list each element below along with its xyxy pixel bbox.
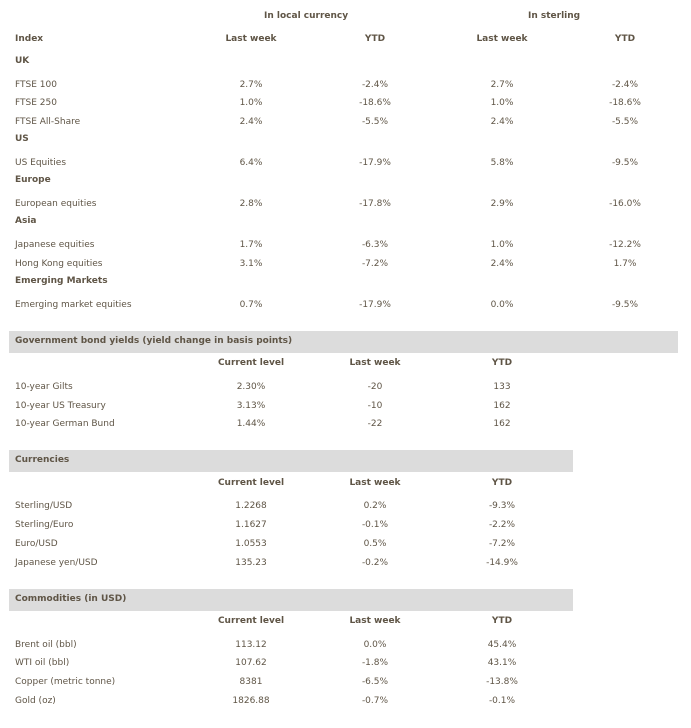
cell-local-ytd: -17.9% xyxy=(359,300,391,310)
row-label: Japanese equities xyxy=(15,240,95,250)
cell-local-ytd: -6.3% xyxy=(361,240,389,250)
cell-sterling-last-week: 2.4% xyxy=(490,117,514,127)
cell-current: 1.0553 xyxy=(235,539,267,549)
cell-ytd: 162 xyxy=(493,419,511,429)
cell-last-week: -0.2% xyxy=(361,558,389,568)
col-header-ytd: YTD xyxy=(491,478,513,488)
section-header-asia: Asia xyxy=(15,216,37,226)
cell-current: 1.2268 xyxy=(235,501,267,511)
cell-current: 113.12 xyxy=(235,640,267,650)
cell-local-last-week: 3.1% xyxy=(239,259,263,269)
cell-local-ytd: -7.2% xyxy=(361,259,389,269)
cell-last-week: -10 xyxy=(367,401,383,411)
cell-last-week: -0.7% xyxy=(361,696,389,706)
row-label: 10-year US Treasury xyxy=(15,401,106,411)
cell-ytd: -14.9% xyxy=(486,558,518,568)
group-header-local: In local currency xyxy=(264,11,349,21)
cell-sterling-ytd: 1.7% xyxy=(613,259,637,269)
cell-sterling-last-week: 1.0% xyxy=(490,240,514,250)
col-header-local-ytd: YTD xyxy=(364,34,386,44)
cell-sterling-last-week: 2.9% xyxy=(490,199,514,209)
section-title: Government bond yields (yield change in basis points) xyxy=(15,336,293,346)
cell-sterling-last-week: 1.0% xyxy=(490,98,514,108)
col-header-sterling-last-week: Last week xyxy=(476,34,528,44)
row-label: Sterling/USD xyxy=(15,501,73,511)
cell-last-week: 0.5% xyxy=(363,539,387,549)
cell-last-week: -0.1% xyxy=(361,520,389,530)
cell-current: 1826.88 xyxy=(232,696,270,706)
section-bar-currencies xyxy=(9,450,573,472)
cell-sterling-last-week: 2.7% xyxy=(490,80,514,90)
col-header-last-week: Last week xyxy=(349,478,401,488)
cell-last-week: 0.0% xyxy=(363,640,387,650)
cell-last-week: 0.2% xyxy=(363,501,387,511)
cell-local-last-week: 1.0% xyxy=(239,98,263,108)
col-header-local-last-week: Last week xyxy=(225,34,277,44)
row-label: FTSE All-Share xyxy=(15,117,81,127)
cell-sterling-last-week: 2.4% xyxy=(490,259,514,269)
col-header-current: Current level xyxy=(217,358,285,368)
cell-local-ytd: -18.6% xyxy=(359,98,391,108)
cell-ytd: -9.3% xyxy=(488,501,516,511)
row-label: Sterling/Euro xyxy=(15,520,74,530)
row-label: 10-year German Bund xyxy=(15,419,115,429)
row-label: Japanese yen/USD xyxy=(15,558,98,568)
cell-ytd: 162 xyxy=(493,401,511,411)
cell-local-ytd: -17.8% xyxy=(359,199,391,209)
col-header-ytd: YTD xyxy=(491,358,513,368)
cell-local-ytd: -2.4% xyxy=(361,80,389,90)
section-bar-bonds xyxy=(9,331,678,353)
cell-sterling-ytd: -9.5% xyxy=(611,300,639,310)
row-label: FTSE 250 xyxy=(15,98,57,108)
cell-local-ytd: -5.5% xyxy=(361,117,389,127)
cell-last-week: -1.8% xyxy=(361,658,389,668)
row-label: FTSE 100 xyxy=(15,80,57,90)
col-header-ytd: YTD xyxy=(491,616,513,626)
cell-last-week: -20 xyxy=(367,382,383,392)
row-label: 10-year Gilts xyxy=(15,382,73,392)
cell-sterling-ytd: -5.5% xyxy=(611,117,639,127)
cell-sterling-ytd: -18.6% xyxy=(609,98,641,108)
section-header-emerging-markets: Emerging Markets xyxy=(15,276,108,286)
cell-current: 2.30% xyxy=(236,382,266,392)
cell-ytd: -0.1% xyxy=(488,696,516,706)
section-header-europe: Europe xyxy=(15,175,51,185)
section-title: Currencies xyxy=(15,455,70,465)
row-label: Emerging market equities xyxy=(15,300,132,310)
cell-current: 3.13% xyxy=(236,401,266,411)
cell-ytd: -7.2% xyxy=(488,539,516,549)
col-header-current: Current level xyxy=(217,616,285,626)
col-header-last-week: Last week xyxy=(349,616,401,626)
cell-local-last-week: 2.4% xyxy=(239,117,263,127)
cell-current: 8381 xyxy=(239,677,263,687)
row-label: Brent oil (bbl) xyxy=(15,640,77,650)
cell-current: 1.1627 xyxy=(235,520,267,530)
group-header-sterling: In sterling xyxy=(528,11,581,21)
row-label: Hong Kong equities xyxy=(15,259,103,269)
cell-sterling-last-week: 0.0% xyxy=(490,300,514,310)
col-header-last-week: Last week xyxy=(349,358,401,368)
col-header-current: Current level xyxy=(217,478,285,488)
cell-sterling-ytd: -12.2% xyxy=(609,240,641,250)
cell-ytd: 133 xyxy=(493,382,511,392)
row-label: Copper (metric tonne) xyxy=(15,677,116,687)
cell-sterling-ytd: -2.4% xyxy=(611,80,639,90)
cell-sterling-last-week: 5.8% xyxy=(490,158,514,168)
cell-last-week: -6.5% xyxy=(361,677,389,687)
cell-local-last-week: 2.7% xyxy=(239,80,263,90)
cell-local-last-week: 1.7% xyxy=(239,240,263,250)
cell-ytd: -13.8% xyxy=(486,677,518,687)
col-header-sterling-ytd: YTD xyxy=(614,34,636,44)
cell-sterling-ytd: -9.5% xyxy=(611,158,639,168)
row-label: European equities xyxy=(15,199,97,209)
cell-current: 135.23 xyxy=(235,558,267,568)
cell-local-last-week: 0.7% xyxy=(239,300,263,310)
cell-ytd: 45.4% xyxy=(487,640,517,650)
cell-current: 107.62 xyxy=(235,658,267,668)
cell-local-ytd: -17.9% xyxy=(359,158,391,168)
section-bar-commodities xyxy=(9,589,573,611)
col-header-index: Index xyxy=(15,34,44,44)
cell-sterling-ytd: -16.0% xyxy=(609,199,641,209)
section-header-us: US xyxy=(15,134,29,144)
row-label: Euro/USD xyxy=(15,539,58,549)
cell-ytd: 43.1% xyxy=(487,658,517,668)
row-label: US Equities xyxy=(15,158,67,168)
row-label: Gold (oz) xyxy=(15,696,56,706)
row-label: WTI oil (bbl) xyxy=(15,658,70,668)
cell-local-last-week: 6.4% xyxy=(239,158,263,168)
section-title: Commodities (in USD) xyxy=(15,594,127,604)
cell-last-week: -22 xyxy=(367,419,383,429)
section-header-uk: UK xyxy=(15,56,30,66)
cell-current: 1.44% xyxy=(236,419,266,429)
cell-local-last-week: 2.8% xyxy=(239,199,263,209)
cell-ytd: -2.2% xyxy=(488,520,516,530)
